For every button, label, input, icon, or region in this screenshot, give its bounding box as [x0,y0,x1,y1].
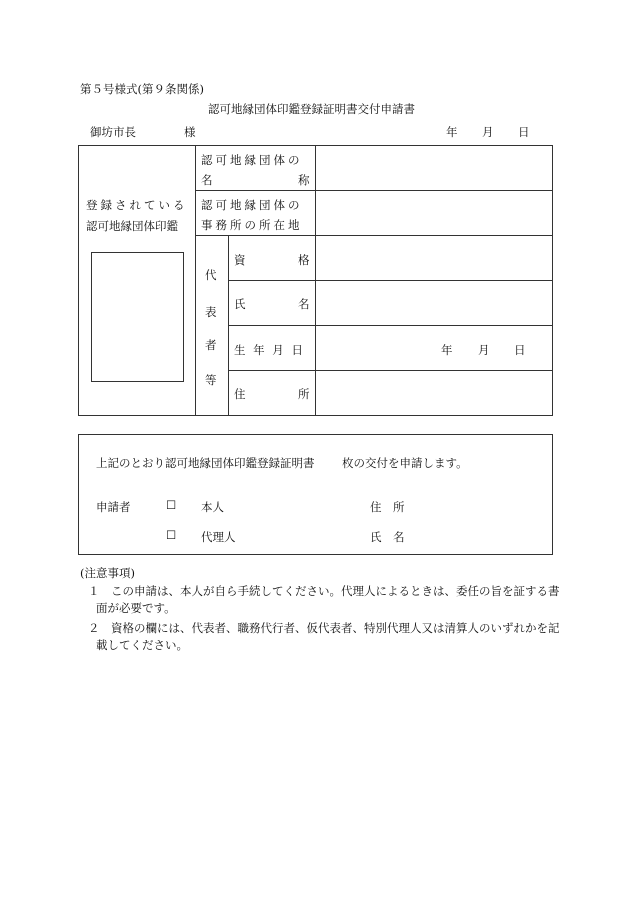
seal-label-line2: 認可地縁団体印鑑 [86,219,178,233]
name-label-line1: 認可地縁団体の [201,153,303,167]
rep-label-char: 者 [205,338,217,352]
birthdate-label: 生 年 月 日 [234,343,305,357]
note-item-1: １ この申請は、本人が自ら手続してください。代理人によるときは、委任の旨を証する書面が必要です。 [88,584,560,615]
office-label-line1: 認可地縁団体の [201,198,303,212]
divider [228,370,553,371]
addressee: 御坊市長 [90,125,136,139]
request-statement-part2: 枚の交付を申請します。 [342,456,468,470]
applicant-name-label: 氏 名 [370,530,405,544]
self-option-label: 本人 [201,500,224,514]
divider [195,145,196,416]
notes-heading: (注意事項) [80,566,135,580]
office-address-field[interactable] [317,192,551,234]
birth-year-label: 年 [441,343,453,357]
birth-month-label: 月 [478,343,490,357]
self-checkbox[interactable]: ☐ [166,498,177,512]
seal-impression-box [91,252,184,382]
office-label-line2: 事務所の所在地 [201,218,303,232]
rep-label-char: 表 [205,305,217,319]
fullname-label-b: 名 [298,297,310,311]
copies-field[interactable] [320,452,340,470]
qualification-label-a: 資 [234,253,246,267]
name-label-line2-b: 称 [298,173,310,187]
rep-label-char: 代 [205,268,217,282]
applicant-address-label: 住 所 [370,500,405,514]
address-field[interactable] [317,372,551,414]
divider [195,190,553,191]
agent-checkbox[interactable]: ☐ [166,528,177,542]
form-number: 第５号様式(第９条関係) [80,82,204,96]
name-label-line2-a: 名 [201,173,213,187]
date-month-label: 月 [482,125,494,139]
addressee-honorific: 様 [184,125,196,139]
birth-day-label: 日 [514,343,526,357]
request-statement-part1: 上記のとおり認可地縁団体印鑑登録証明書 [96,456,315,470]
applicant-name-field[interactable] [410,524,550,546]
divider [228,325,553,326]
seal-label-line1: 登録されている [86,198,188,212]
address-label-a: 住 [234,387,246,401]
divider [228,280,553,281]
association-name-field[interactable] [317,147,551,189]
applicant-label: 申請者 [96,500,131,514]
applicant-address-field[interactable] [410,494,550,516]
rep-label-char: 等 [205,373,217,387]
qualification-label-b: 格 [298,253,310,267]
agent-option-label: 代理人 [201,530,236,544]
fullname-label-a: 氏 [234,297,246,311]
date-year-label: 年 [446,125,458,139]
qualification-field[interactable] [317,237,551,279]
divider [195,235,553,236]
address-label-b: 所 [298,387,310,401]
date-day-label: 日 [518,125,530,139]
fullname-field[interactable] [317,282,551,324]
form-title: 認可地縁団体印鑑登録証明書交付申請書 [208,102,415,116]
note-item-2: ２ 資格の欄には、代表者、職務代行者、仮代表者、特別代理人又は清算人のいずれかを記載してください。 [88,621,560,652]
